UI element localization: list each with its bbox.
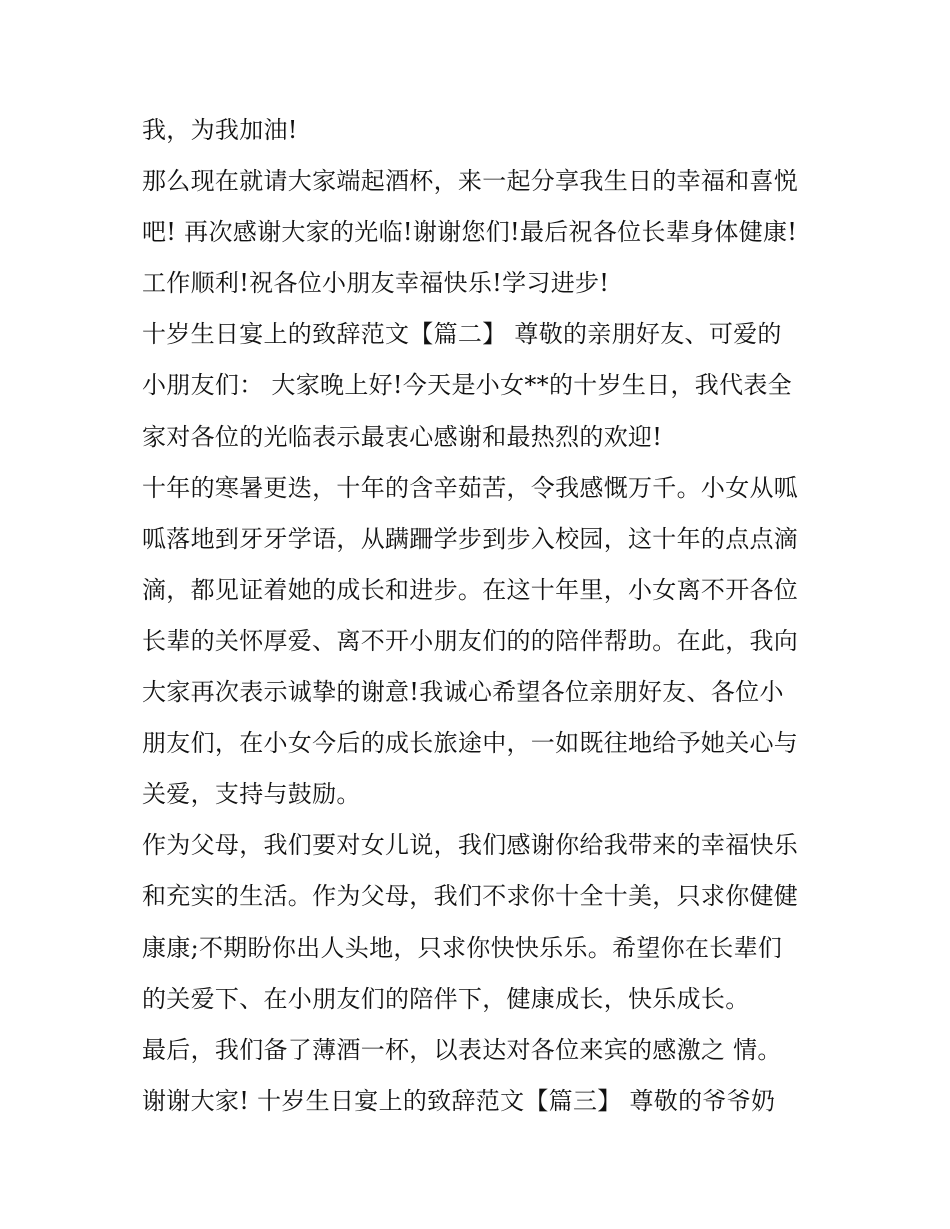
text-line: 十岁生日宴上的致辞范文【篇二】 尊敬的亲朋好友、可爱的: [142, 320, 782, 349]
text-line: 长辈的关怀厚爱、离不开小朋友们的的陪伴帮助。在此，我向: [142, 626, 799, 655]
text-line: 大家再次表示诚挚的谢意!我诚心希望各位亲朋好友、各位小: [142, 678, 784, 707]
text-line: 最后，我们备了薄酒一杯，以表达对各位来宾的感激之 情。: [142, 1035, 782, 1064]
text-line: 的关爱下、在小朋友们的陪伴下，健康成长，快乐成长。: [142, 984, 750, 1013]
text-line: 谢谢大家! 十岁生日宴上的致辞范文【篇三】 尊敬的爷爷奶: [142, 1086, 776, 1115]
text-line: 滴，都见证着她的成长和进步。在这十年里，小女离不开各位: [142, 575, 799, 604]
text-line: 康康;不期盼你出人头地，只求你快快乐乐。希望你在长辈们: [142, 933, 783, 962]
text-line: 呱落地到牙牙学语，从蹒跚学步到步入校园，这十年的点点滴: [142, 524, 799, 553]
text-line: 朋友们，在小女今后的成长旅途中，一如既往地给予她关心与: [142, 729, 799, 758]
text-line: 关爱，支持与鼓励。: [142, 780, 361, 809]
text-line: 家对各位的光临表示最衷心感谢和最热烈的欢迎!: [142, 422, 663, 451]
text-line: 作为父母，我们要对女儿说，我们感谢你给我带来的幸福快乐: [142, 831, 799, 860]
document-body: [142, 105, 822, 1127]
text-line: 十年的寒暑更迭，十年的含辛茹苦，令我感慨万千。小女从呱: [142, 473, 799, 502]
text-line: 那么现在就请大家端起酒杯，来一起分享我生日的幸福和喜悦: [142, 167, 799, 196]
text-line: 和充实的生活。作为父母，我们不求你十全十美，只求你健健: [142, 882, 799, 911]
text-line: 吧! 再次感谢大家的光临!谢谢您们!最后祝各位长辈身体健康!: [142, 218, 798, 247]
text-line: 工作顺利!祝各位小朋友幸福快乐!学习进步!: [142, 269, 610, 298]
text-line: 我，为我加油!: [142, 116, 298, 144]
text-line: 小朋友们： 大家晚上好!今天是小女**的十岁生日，我代表全: [142, 371, 792, 400]
